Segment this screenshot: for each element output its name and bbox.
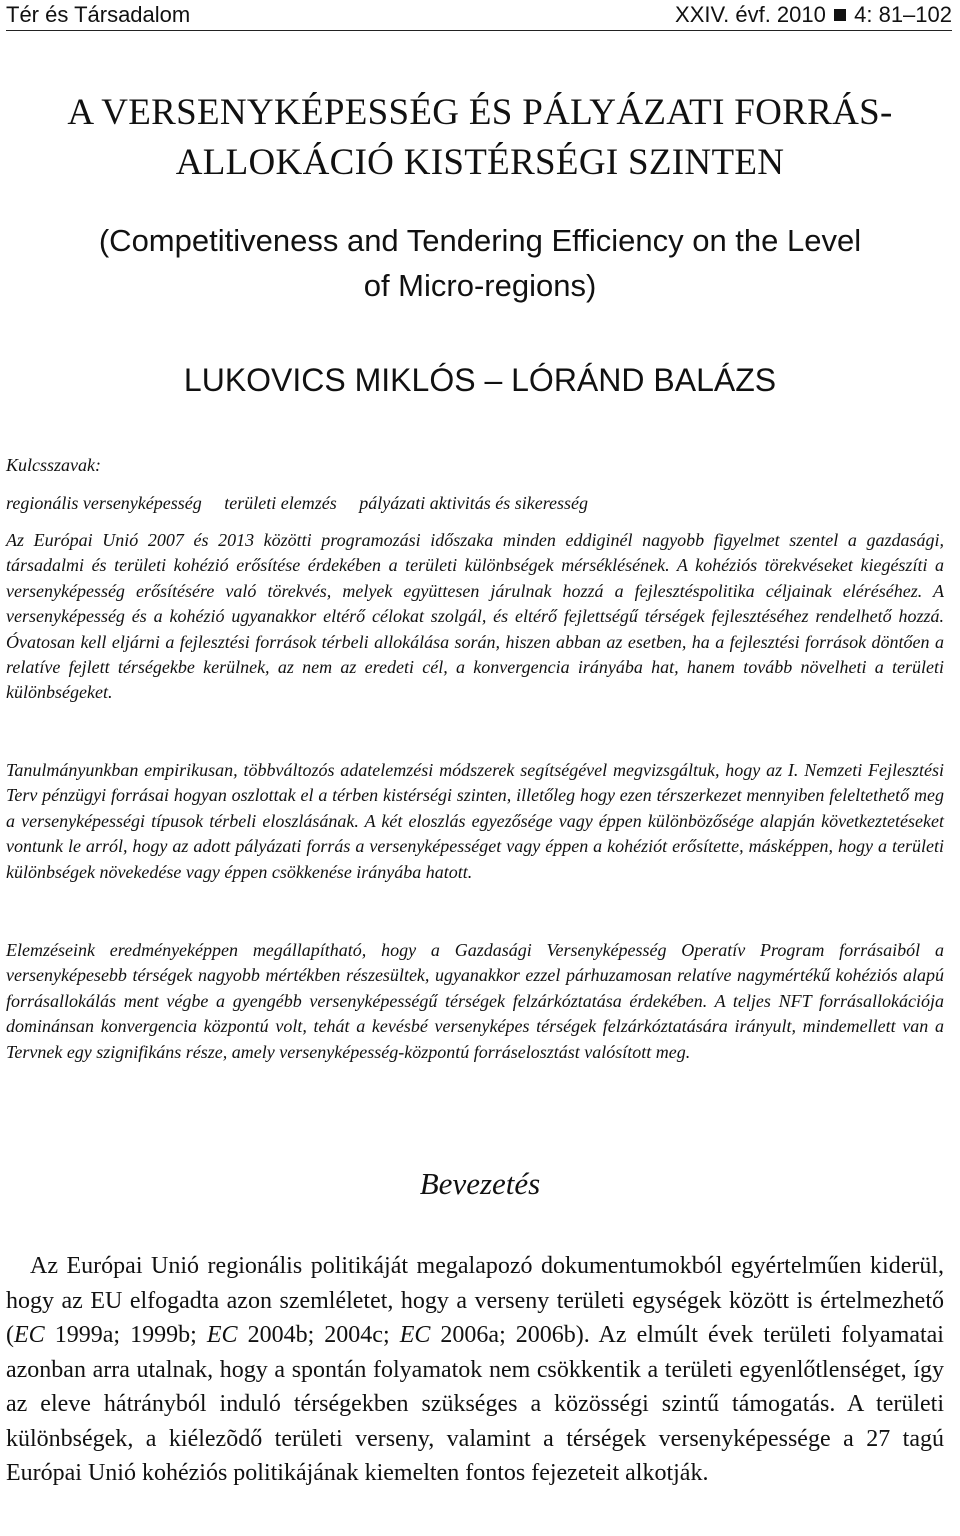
- body-text-segment: 2004b; 2004c;: [237, 1322, 400, 1348]
- section-heading: Bevezetés: [419, 1166, 541, 1201]
- issue-info: [675, 0, 952, 30]
- issue-volume: XXIV. évf. 2010: [675, 2, 826, 27]
- authors: LUKOVICS MIKLÓS – LÓRÁND BALÁZS: [183, 362, 777, 398]
- keywords-label: Kulcsszavak:: [6, 455, 101, 475]
- citation-author: EC: [399, 1322, 431, 1348]
- citation-author: EC: [14, 1322, 45, 1348]
- abstract-paragraph-1: Az Európai Unió 2007 és 2013 közötti programozási időszaka minden eddiginél nagyobb figyelmet szentel a gazdasági, társadalmi és területi kohézió erősítése érdekében a területi különbségek mérséklésének. A kohéziós törekvéseket kiegészíti a versenyképesség erősítésére való törekvés, melyek együttesen járulnak hozzá a fejlesztéspolitika céljainak eléréséhez. A versenyképesség és a kohézió ugyanakkor eltérő célokat szolgál, és eltérő fejlettségű térségek fejlesztéséhez rendelhető hozzá. Óvatosan kell eljárni a fejlesztési források térbeli allokálása során, hiszen abban az esetben, ha a fejlesztési források döntően a relatíve fejlett térségekbe kerülnek, az nem az eredeti cél, a konvergencia irányába hat, hanem tovább növelheti a területi különbségeket.: [6, 530, 944, 703]
- journal-name: Tér és Társadalom: [6, 2, 191, 27]
- article-title-line-2: ALLOKÁCIÓ KISTÉRSÉGI SZINTEN: [175, 142, 785, 183]
- english-title-line-2: of Micro-regions): [363, 268, 597, 303]
- keyword: pályázati aktivitás és sikeresség: [359, 493, 589, 513]
- keywords-list: [6, 490, 944, 516]
- issue-pages: 4: 81–102: [854, 2, 952, 27]
- keyword: területi elemzés: [224, 493, 337, 513]
- square-bullet-icon: [834, 9, 846, 21]
- abstract-paragraph-3: Elemzéseink eredményeképpen megállapítható, hogy a Gazdasági Versenyképesség Operatív Program forrásaiból a versenyképesebb térségek nagyobb mértékben részesültek, ugyanakkor ezzel párhuzamosan relatíve nagymértékű kohéziós alapú forrásallokálás ment végbe a gyengébb versenyképességű térségek felzárkóztatása érdekében. A teljes NFT forrásallokációja dominánsan konvergencia központú volt, tehát a kevésbé versenyképes térségek felzárkóztatására irányult, mindemellett van a Tervnek egy szignifikáns része, amely versenyképesség-központú forráselosztást valósított meg.: [6, 940, 944, 1062]
- body-text-segment: 1999a; 1999b;: [44, 1322, 207, 1348]
- body-text-segment: Az Európai Unió regionális politikáját megalapozó dokumentumokból egyértelműen kiderül, hogy az EU elfogadta azon szemléletet, hogy a verseny területi egységek között is értelmezhető (: [6, 1253, 944, 1348]
- body-text-segment: 2006a; 2006b). Az elmúlt évek területi folyamatai azonban arra utalnak, hogy a spontán folyamatok nem csökkentik a területi egyenlőtlenséget, így az eleve hátrányból induló térségekben szükséges a közösségi szintű támogatás. A területi különbségek, a kiélezõdő területi verseny, valamint a térségek versenyképessége a 27 tagú Európai Unió kohéziós politikájának kiemelten fontos fejezeteit alkotják.: [6, 1322, 944, 1486]
- abstract-paragraph-2: Tanulmányunkban empirikusan, többváltozós adatelemzési módszerek segítségével megvizsgáltuk, hogy az I. Nemzeti Fejlesztési Terv pénzügyi forrásai hogyan oszlottak el a térben kistérségi szinten, illetőleg hogy ezen térszerkezet mennyiben feleltethető meg a versenyképességi típusok térbeli eloszlásának. A két eloszlás egyezősége vagy éppen különbözősége alapján következtetéseket vontunk le arról, hogy az adott pályázati forrás a versenyképességet vagy éppen a kohéziót erősítette, másképpen, hogy a területi különbségek növekedése vagy éppen csökkenése irányába hatott.: [6, 760, 944, 882]
- keyword: regionális versenyképesség: [6, 493, 202, 513]
- citation-author: EC: [206, 1322, 238, 1348]
- running-header: [6, 0, 952, 31]
- body-paragraph: [6, 1249, 944, 1491]
- article-title-line-1: A VERSENYKÉPESSÉG ÉS PÁLYÁZATI FORRÁS-: [67, 92, 893, 133]
- english-title-line-1: (Competitiveness and Tendering Efficiency on the Level: [98, 223, 862, 258]
